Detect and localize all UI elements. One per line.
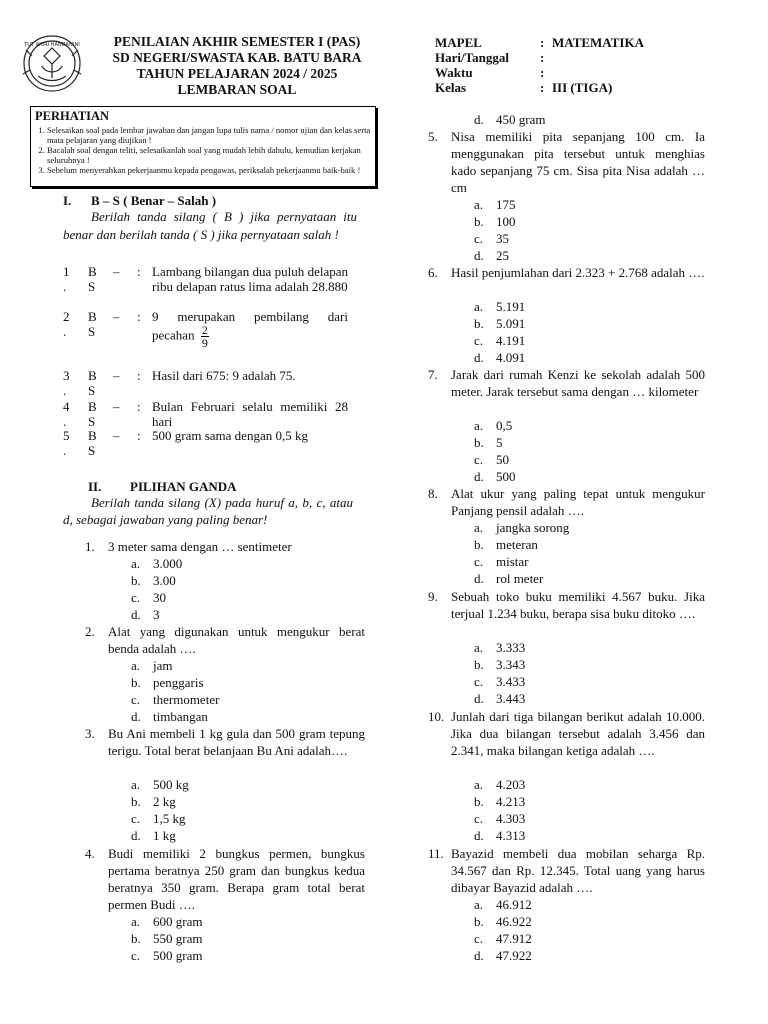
option-letter: a. [474,640,484,655]
section2-instruction: Berilah tanda silang (X) pada huruf a, b, c, atau d, sebagai jawaban yang paling benar! [63,495,353,527]
meta-row-kelas: Kelas : III (TIGA) [435,80,613,95]
question-10 [428,708,705,759]
answer-option[interactable] [474,553,529,570]
answer-option[interactable] [131,657,173,674]
option-letter: a. [131,777,141,792]
answer-option[interactable] [474,417,512,434]
meta-row-mapel: MAPEL : MATEMATIKA [435,35,644,50]
answer-option[interactable] [131,674,204,691]
option-text: jam [153,658,173,673]
bs-statement: 500 gram sama dengan 0,5 kg [152,428,308,443]
bs-statement: 9 merupakan pembilang dari [152,309,348,324]
tut-wuri-handayani-logo [18,30,86,96]
question-number: 7. [428,367,438,382]
question-2 [85,623,365,657]
option-letter: c. [474,811,484,826]
option-letter: d. [474,350,484,365]
header-line: SD NEGERI/SWASTA KAB. BATU BARA [112,50,362,65]
attention-item: 3. Sebelum menyerahkan pekerjaanmu kepada pengawas, periksalah pekerjaanmu baik-baik ! [47,165,371,175]
option-text: 100 [496,214,516,229]
question-number: 11. [428,846,444,861]
answer-option[interactable] [474,947,532,964]
question-3 [85,725,365,759]
option-text: 4.213 [496,794,526,809]
option-letter: c. [474,231,484,246]
option-text: 500 kg [153,777,189,792]
option-letter: b. [474,537,484,552]
option-text: 3.00 [153,573,176,588]
option-letter: d. [474,571,484,586]
answer-option[interactable] [474,247,509,264]
question-stem: Jarak dari rumah Kenzi ke sekolah adalah 500 meter. Jarak tersebut sama dengan … kilometer [451,367,705,399]
answer-option[interactable] [131,708,208,725]
answer-option[interactable] [474,451,509,468]
question-number: 4. [85,846,95,861]
question-number: 6. [428,265,438,280]
fraction: $\frac{2}{9}$ [201,323,208,350]
section2-heading [88,478,348,495]
option-text: 50 [496,452,509,467]
section1-title: B – S ( Benar – Salah ) [91,193,217,208]
option-letter: b. [131,675,141,690]
answer-option[interactable] [474,776,525,793]
option-text: 2 kg [153,794,176,809]
answer-option[interactable] [131,691,219,708]
answer-option[interactable] [474,690,525,707]
option-text: 4.191 [496,333,526,348]
answer-option[interactable] [474,332,525,349]
option-text: 5 [496,435,503,450]
option-text: 600 gram [153,914,203,929]
answer-option[interactable] [131,589,166,606]
question-stem: Alat yang digunakan untuk mengukur berat benda adalah …. [108,624,365,656]
question-8 [428,485,705,519]
answer-option[interactable] [474,213,516,230]
option-text: 3.000 [153,556,183,571]
attention-title: PERHATIAN [35,109,110,123]
question-stem: Bayazid membeli dua mobilan seharga Rp. 34.567 dan Rp. 12.345. Total uang yang harus dibayar Bayazid adalah …. [451,846,705,895]
exam-header [92,34,382,98]
option-text: 3.343 [496,657,526,672]
option-letter: c. [131,692,141,707]
question-1 [85,538,365,555]
option-letter: a. [131,658,141,673]
attention-item: 2. Bacalah soal dengan teliti, selesaikanlah soal yang mudah lebih dahulu, kemudian kerjakan seluruhnya ! [47,145,371,165]
option-text: 25 [496,248,509,263]
question-6 [428,264,705,281]
section1-number: I. [63,193,72,208]
option-letter: c. [131,948,141,963]
option-text: 175 [496,197,516,212]
option-text: 450 gram [496,112,546,127]
question-5 [428,128,705,196]
meta-row-waktu: Waktu : [435,65,545,80]
option-letter: c. [474,674,484,689]
answer-option[interactable] [474,434,503,451]
bs-item-5: 5 . B S – : 500 gram sama dengan 0,5 kg [63,429,348,459]
answer-option[interactable] [474,793,525,810]
bs-statement-fraction-line: pecahan $\frac{2}{9}$ [152,323,208,350]
answer-option[interactable] [474,468,516,485]
answer-option[interactable] [474,639,525,656]
option-letter: b. [474,794,484,809]
option-text: 30 [153,590,166,605]
option-text: 0,5 [496,418,513,433]
option-text: 3 [153,607,160,622]
option-letter: d. [474,948,484,963]
option-letter: d. [131,709,141,724]
option-text: meteran [496,537,538,552]
question-number: 1. [85,539,95,554]
option-letter: b. [474,914,484,929]
option-letter: c. [474,931,484,946]
option-letter: c. [131,590,141,605]
question-4 [85,845,365,913]
option-letter: b. [474,316,484,331]
answer-option[interactable] [131,572,176,589]
answer-option[interactable] [474,896,532,913]
meta-row-hari: Hari/Tanggal : [435,50,545,65]
option-letter: c. [474,554,484,569]
option-letter: d. [474,691,484,706]
option-text: 35 [496,231,509,246]
answer-option[interactable] [474,315,525,332]
section2-title: PILIHAN GANDA [130,479,237,494]
option-text: jangka sorong [496,520,570,535]
answer-option[interactable] [474,930,532,947]
option-letter: d. [474,112,484,127]
bs-statement: Lambang bilangan dua puluh delapan ribu delapan ratus lima adalah 28.880 [152,264,348,294]
option-letter: d. [474,469,484,484]
answer-option[interactable] [131,810,186,827]
option-letter: d. [474,248,484,263]
answer-option[interactable] [131,930,202,947]
question-stem: Nisa memiliki pita sepanjang 100 cm. Ia menggunakan pita tersebut untuk menghias kado sepanjang 75 cm. Sisa pita Nisa adalah … cm [451,129,705,195]
bs-item-1: 1 . B S – : Lambang bilangan dua puluh delapan ribu delapan ratus lima adalah 28.880 [63,264,348,294]
option-text: 1,5 kg [153,811,186,826]
answer-option[interactable] [474,810,525,827]
option-letter: a. [131,914,141,929]
answer-option[interactable] [131,827,176,844]
option-text: 550 gram [153,931,203,946]
answer-option[interactable] [474,570,543,587]
bs-item-3: 3 . B S – : Hasil dari 675: 9 adalah 75. [63,369,348,399]
option-letter: b. [474,214,484,229]
question-stem: Hasil penjumlahan dari 2.323 + 2.768 adalah …. [451,265,705,280]
option-letter: b. [474,657,484,672]
option-text: timbangan [153,709,208,724]
option-letter: a. [474,299,484,314]
option-text: penggaris [153,675,204,690]
answer-option[interactable] [474,656,525,673]
answer-option[interactable] [474,519,569,536]
section1-instruction: Berilah tanda silang ( B ) jika pernyataan itu benar dan berilah tanda ( S ) jika pernyataan salah ! [63,209,357,242]
question-number: 8. [428,486,438,501]
question-11 [428,845,705,896]
question-number: 5. [428,129,438,144]
answer-option[interactable] [474,536,538,553]
option-letter: a. [131,556,141,571]
header-line: PENILAIAN AKHIR SEMESTER I (PAS) [113,34,361,49]
bs-statement: Bulan Februari selalu memiliki 28 hari [152,399,348,429]
option-letter: a. [474,197,484,212]
answer-option[interactable] [474,673,525,690]
option-letter: b. [474,435,484,450]
bs-item-2: 2 . B S – : 9 merupakan pembilang dari pecahan $\frac{2}{9}$ [63,309,348,350]
attention-box [30,106,376,187]
answer-option[interactable] [474,913,532,930]
option-letter: b. [131,931,141,946]
option-letter: d. [131,607,141,622]
option-letter: d. [131,828,141,843]
option-text: 4.303 [496,811,526,826]
option-letter: a. [474,418,484,433]
question-stem: 3 meter sama dengan … sentimeter [108,539,292,554]
option-text: rol meter [496,571,544,586]
option-text: 46.912 [496,897,532,912]
header-line: LEMBARAN SOAL [177,82,297,97]
question-number: 10. [428,709,445,724]
question-9 [428,588,705,622]
answer-option[interactable] [131,913,202,930]
option-text: 500 gram [153,948,203,963]
option-text: 1 kg [153,828,176,843]
section1-heading [63,192,353,209]
option-text: 3.433 [496,674,526,689]
answer-option[interactable] [474,298,525,315]
option-letter: a. [474,520,484,535]
answer-option[interactable] [474,111,545,128]
answer-option[interactable] [474,827,525,844]
option-letter: b. [131,794,141,809]
option-text: 5.191 [496,299,526,314]
question-7 [428,366,705,400]
section2-number: II. [88,479,102,494]
option-text: 4.091 [496,350,526,365]
question-stem: Bu Ani membeli 1 kg gula dan 500 gram tepung terigu. Total berat belanjaan Bu Ani adalah…. [108,726,365,758]
question-stem: Alat ukur yang paling tepat untuk mengukur Panjang pensil adalah …. [451,486,705,518]
question-stem: Budi memiliki 2 bungkus permen, bungkus pertama beratnya 250 gram dan bungkus kedua beratnya 350 gram. Berapa gram total berat permen Budi …. [108,846,365,912]
bs-item-4: 4 . B S – : Bulan Februari selalu memiliki 28 hari [63,399,348,429]
question-number: 3. [85,726,95,741]
question-number: 9. [428,589,438,604]
option-letter: d. [474,828,484,843]
attention-list [35,125,371,175]
option-text: 500 [496,469,516,484]
option-letter: a. [474,897,484,912]
option-text: thermometer [153,692,220,707]
question-stem: Junlah dari tiga bilangan berikut adalah 10.000. Jika dua bilangan tersebut adalah 3.456 dan 2.341, maka bilangan ketiga adalah …. [451,709,705,758]
attention-item: 1. Selesaikan soal pada lembar jawaban dan jangan lupa tulis nama / nomor ujian dan kelas serta mata pelajaran yang diujikan ! [47,125,371,145]
option-letter: c. [474,452,484,467]
exam-meta [435,35,735,95]
option-letter: b. [131,573,141,588]
option-text: mistar [496,554,529,569]
option-text: 47.912 [496,931,532,946]
answer-option[interactable] [474,196,516,213]
answer-option[interactable] [131,555,182,572]
option-letter: c. [474,333,484,348]
option-text: 3.333 [496,640,526,655]
header-line: TAHUN PELAJARAN 2024 / 2025 [136,66,338,81]
answer-option[interactable] [131,606,160,623]
bs-statement: Hasil dari 675: 9 adalah 75. [152,368,296,383]
answer-option[interactable] [131,793,176,810]
option-text: 5.091 [496,316,526,331]
option-letter: c. [131,811,141,826]
option-text: 4.313 [496,828,526,843]
option-text: 47.922 [496,948,532,963]
question-stem: Sebuah toko buku memiliki 4.567 buku. Jika terjual 1.234 buku, berapa sisa buku ditoko …. [451,589,705,621]
option-text: 3.443 [496,691,526,706]
answer-option[interactable] [131,947,202,964]
answer-option[interactable] [474,230,509,247]
answer-option[interactable] [131,776,189,793]
option-letter: a. [474,777,484,792]
option-text: 4.203 [496,777,526,792]
option-text: 46.922 [496,914,532,929]
question-number: 2. [85,624,95,639]
logo-text: TUT WURI HANDAYANI [24,42,80,48]
answer-option[interactable] [474,349,525,366]
